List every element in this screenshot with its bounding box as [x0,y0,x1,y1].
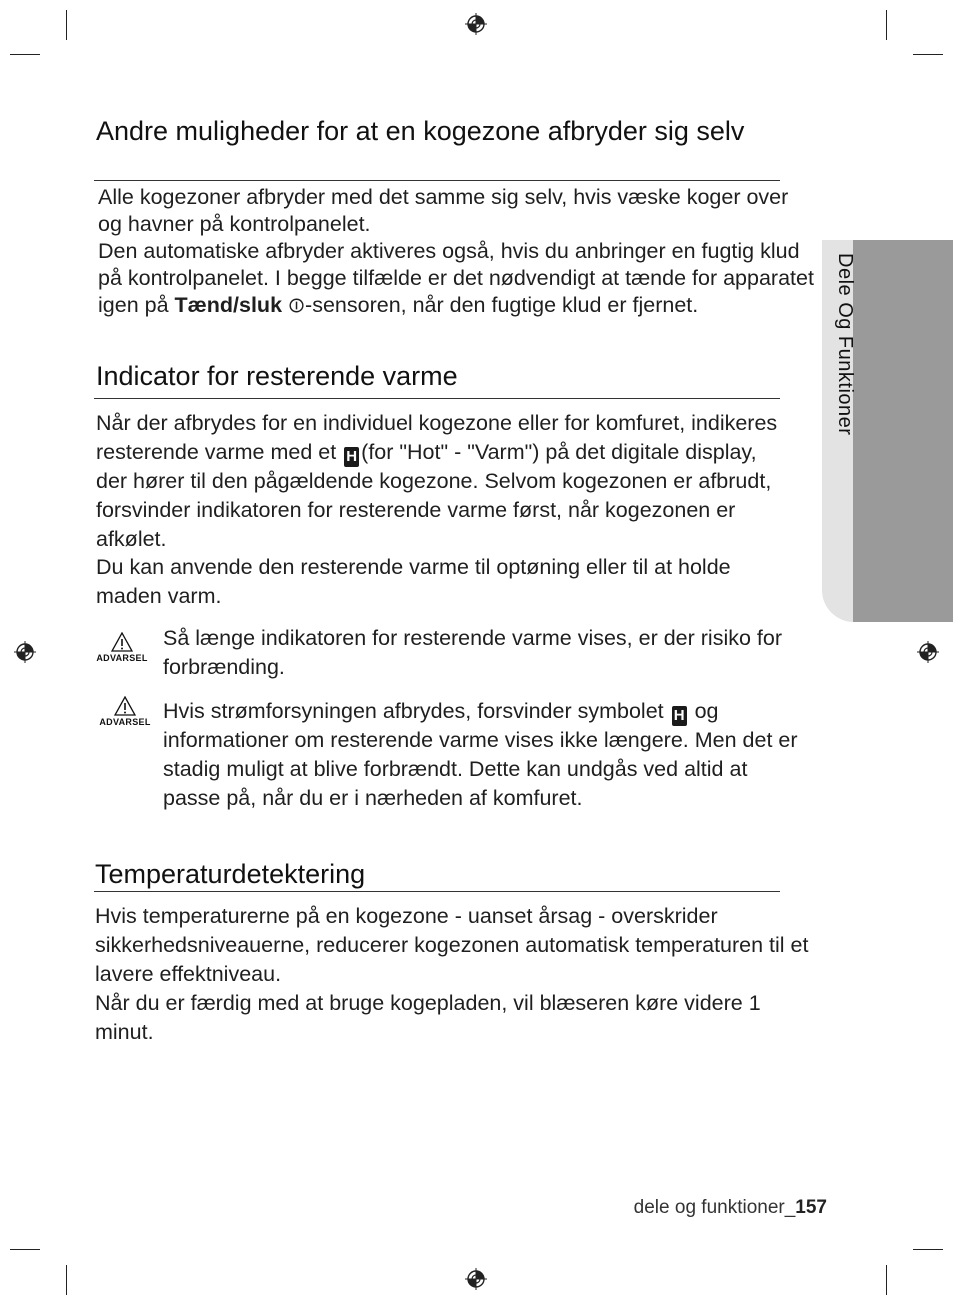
paragraph: Du kan anvende den resterende varme til optøning eller til at holde maden varm. [96,555,731,608]
crop-mark [913,1249,943,1250]
registration-mark-icon [465,1268,487,1290]
section-rule [94,398,780,399]
crop-mark [10,1249,40,1250]
warning-text: Så længe indikatoren for resterende varme vises, er der risiko for forbrænding. [163,626,782,679]
hot-indicator-icon: H [672,706,687,726]
registration-mark-icon [465,13,487,35]
section-rule [94,180,780,181]
paragraph-text: Når der afbrydes for en individuel kogezone eller for komfuret, indikeres resterende varme med et [96,411,778,464]
crop-mark [886,10,887,40]
warning-badge [95,696,155,727]
paragraph-text: -sensoren, når den fugtige klud er fjernet. [305,293,699,317]
section-title-residual-heat: Indicator for resterende varme [96,361,458,391]
registration-mark-icon [14,641,36,663]
paragraph-text: (for "Hot" - "Varm") på det digitale display, der hører til den pågældende kogezone. Selvom kogezonen er afbrudt, forsvinder indikatoren for resterende varme først, når kogezonen er afkølet. [96,440,772,551]
warning-text-part: og informationer om resterende varme vises ikke længere. Men det er stadig muligt at blive forbrændt. Dette kan undgås ved altid at passe på, når du er i nærheden af komfuret. [163,699,798,810]
warning-icon [111,632,133,652]
crop-mark [886,1265,887,1295]
warning-icon [114,696,136,716]
warning-text-part: Hvis strømforsyningen afbrydes, forsvinder symbolet [163,699,670,723]
crop-mark [913,54,943,55]
registration-mark-icon [917,641,939,663]
hot-indicator-icon: H [344,447,359,467]
section-rule [94,891,780,892]
paragraph: Alle kogezoner afbryder med det samme sig selv, hvis væske koger over og havner på kontrolpanelet. [98,185,789,236]
page-footer [634,1197,827,1219]
crop-mark [66,10,67,40]
warning-label: ADVARSEL [96,653,148,663]
power-icon: ⏼ [289,296,305,317]
paragraph: Når du er færdig med at bruge kogepladen, vil blæseren køre videre 1 minut. [95,991,761,1044]
side-tab-label: Dele Og Funktioner [834,253,856,436]
footer-label: dele og funktioner_ [633,1197,796,1218]
page-number: 157 [795,1197,827,1218]
section-title-auto-shutoff: Andre muligheder for at en kogezone afbryder sig selv [96,116,745,146]
side-tab-shade [853,240,953,622]
crop-mark [10,54,40,55]
warning-text [163,697,803,813]
section-title-temperature-detection: Temperaturdetektering [95,859,366,889]
warning-label: ADVARSEL [99,717,151,727]
paragraph: Hvis temperaturerne på en kogezone - uanset årsag - overskrider sikkerhedsniveauerne, reducerer kogezonen automatisk temperaturen til et lavere effektniveau. [95,904,809,986]
warning-badge [92,632,152,663]
paragraph-text: Den automatiske afbryder aktiveres også, hvis du anbringer en fugtig klud på kontrolpanelet. I begge tilfælde er det nødvendigt at tænde for apparatet igen på [98,239,814,317]
paragraph [96,409,786,554]
crop-mark [66,1265,67,1295]
paragraph [98,238,822,320]
power-button-label: Tænd/sluk [174,293,283,317]
